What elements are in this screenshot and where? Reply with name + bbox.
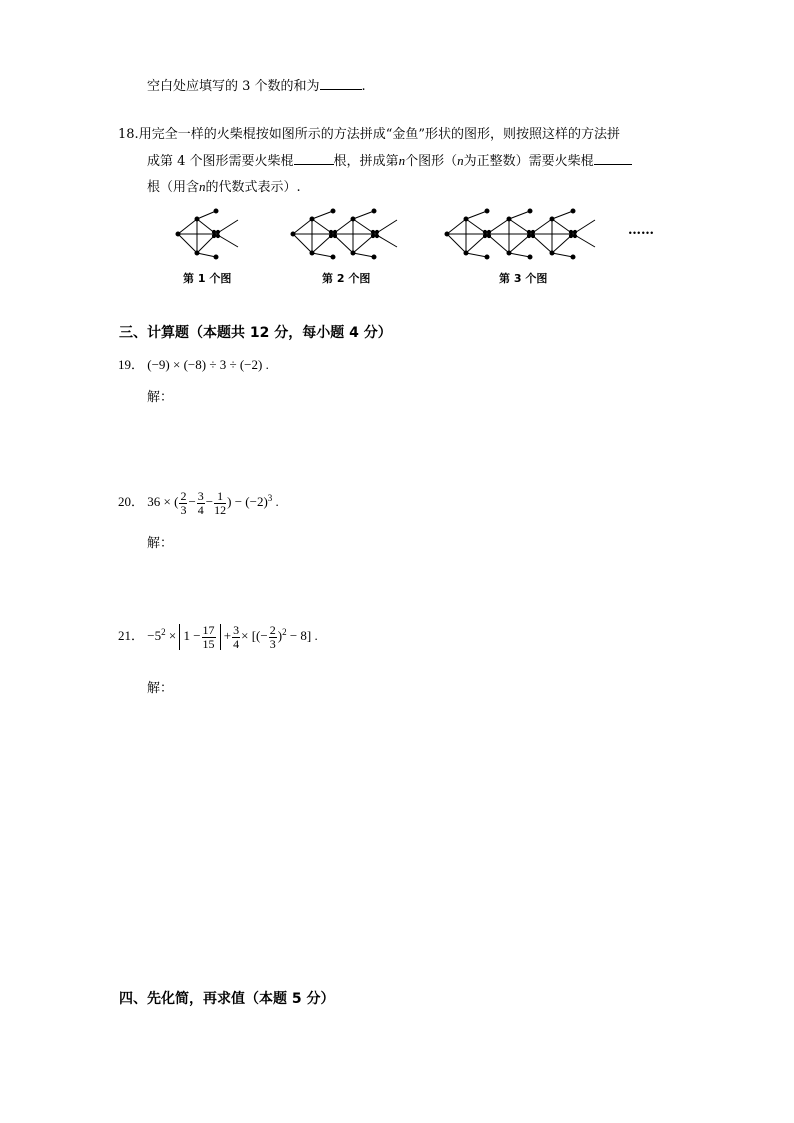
figure-3 (445, 209, 595, 259)
q20-line: 20． 36 × ( $\frac{2}{3}$ − $\frac{3}{4}$ − $\frac{1}{12}$ ) − $(-2)^3$ . (118, 489, 279, 517)
q20-answer-label: 解： (147, 536, 174, 551)
q21-fraction-2: $\frac{3}{4}$ (233, 623, 240, 651)
figure-2 (291, 209, 397, 259)
figure-1 (176, 209, 238, 259)
q18-line3: 根（用含n的代数式表示）. (147, 179, 301, 195)
q21-absolute-value: 1 − $\frac{17}{15}$ (179, 624, 220, 650)
q21-line: 21． $-5^2 \times 1$ − $\frac{17}{15}$ + $\frac{3}{4}$ × [(− $\frac{2}{3}$ )$^2$ − 8] . (118, 623, 318, 651)
caption-figure-2: 第 2 个图 (322, 272, 371, 285)
q17-tail-text: 空白处应填写的 3 个数的和为 (147, 79, 320, 94)
q18-number: 18. (118, 127, 139, 142)
q21-number: 21． (118, 628, 145, 644)
q17-tail-line: 空白处应填写的 3 个数的和为 . (147, 79, 366, 94)
q17-answer-blank[interactable] (320, 77, 362, 90)
caption-figure-1: 第 1 个图 (183, 272, 232, 285)
q20-fraction-1: $\frac{2}{3}$ (180, 489, 187, 517)
q18-blank-1[interactable] (294, 152, 334, 165)
q21-answer-label: 解： (147, 681, 174, 696)
section-3-heading: 三、计算题（本题共 12 分，每小题 4 分） (119, 325, 392, 341)
q19-line (118, 354, 269, 373)
q18-line1: 18.用完全一样的火柴棍按如图所示的方法拼成“金鱼”形状的图形，则按照这样的方法拼 (118, 127, 620, 142)
q18-line2: 成第 4 个图形需要火柴棍 根，拼成第n个图形（n为正整数）需要火柴棍 (147, 150, 632, 169)
caption-figure-3: 第 3 个图 (499, 272, 548, 285)
q21-fraction-3: $\frac{2}{3}$ (269, 623, 276, 651)
q19-number: 19． (118, 357, 145, 372)
section-4-heading: 四、先化简，再求值（本题 5 分） (119, 991, 335, 1007)
q18-blank-2[interactable] (594, 152, 632, 165)
goldfish-figures (165, 200, 665, 264)
q20-fraction-3: $\frac{1}{12}$ (214, 489, 227, 517)
q20-fraction-2: $\frac{3}{4}$ (197, 489, 204, 517)
figures-ellipsis: …… (628, 223, 654, 238)
q20-number: 20． (118, 494, 145, 510)
q19-answer-label: 解： (147, 390, 174, 405)
q19-expression: (−9) × (−8) ÷ 3 ÷ (−2) . (147, 357, 269, 372)
